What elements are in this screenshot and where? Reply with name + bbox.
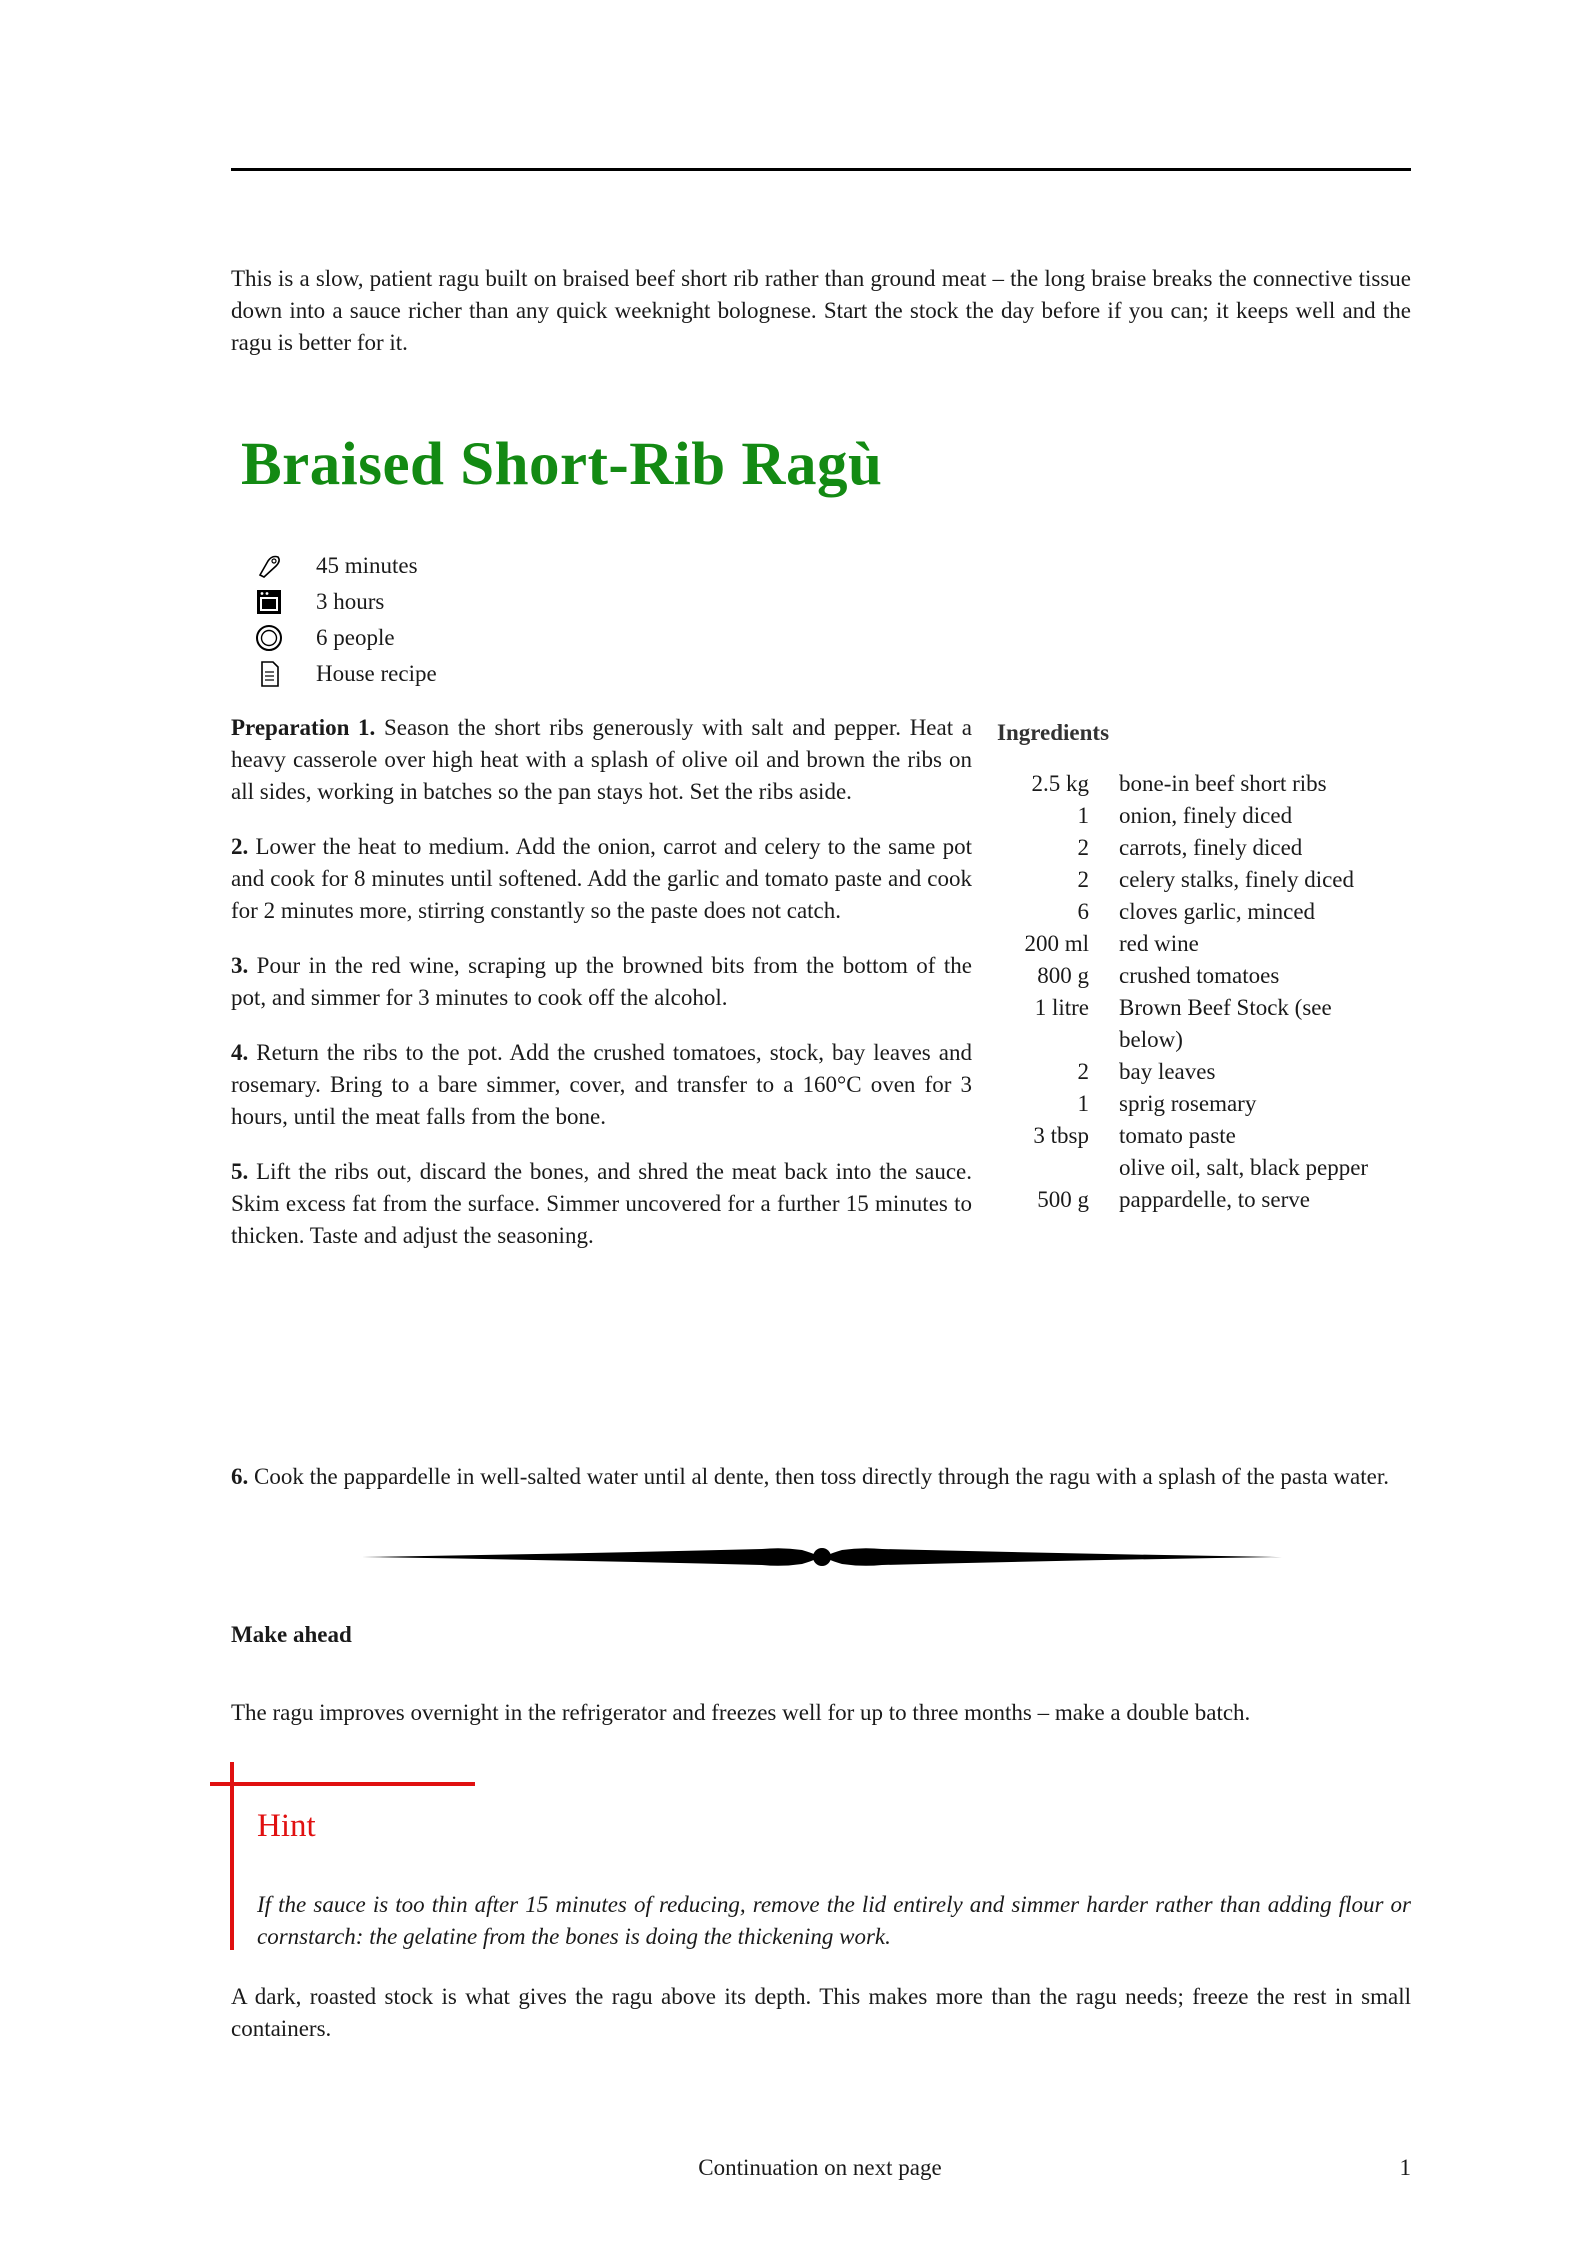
recipe-title: Braised Short-Rib Ragù	[241, 431, 883, 498]
ingredient-row	[997, 1088, 1411, 1120]
step-text: Return the ribs to the pot. Add the crushed tomatoes, stock, bay leaves and rosemary. Bring to a bare simmer, cover, and transfer to a 160°C oven for 3 hours, until the meat falls from the bone.	[231, 1040, 972, 1129]
prep-time-icon	[254, 551, 284, 581]
ingredient-name: pappardelle, to serve	[1119, 1187, 1310, 1212]
ingredient-name: tomato paste	[1119, 1123, 1236, 1148]
step-text: Cook the pappardelle in well-salted water until al dente, then toss directly through the ragu with a splash of the pasta water.	[248, 1464, 1389, 1489]
step-3	[231, 950, 972, 1014]
hint-top-rule	[210, 1782, 475, 1786]
step-1	[231, 712, 972, 808]
recipe-meta	[254, 548, 437, 692]
ingredients-heading: Ingredients	[997, 720, 1110, 745]
ingredient-row	[997, 1152, 1411, 1184]
ingredient-row	[997, 992, 1411, 1056]
ingredient-qty: 2	[1077, 867, 1089, 892]
document-icon	[254, 659, 284, 689]
step-text: Season the short ribs generously with salt and pepper. Heat a heavy casserole over high heat with a splash of olive oil and brown the ribs on all sides, working in batches so the pan stays hot. Set the ribs aside.	[231, 715, 972, 804]
ingredient-name: carrots, finely diced	[1119, 835, 1303, 860]
meta-prep-time	[254, 548, 437, 584]
step-number: 2.	[231, 834, 249, 859]
ingredient-qty: 1	[1077, 803, 1089, 828]
ingredient-row	[997, 960, 1411, 992]
ingredient-row	[997, 864, 1411, 896]
ingredient-qty	[997, 1152, 1089, 1184]
servings-text: 6 people	[316, 625, 395, 650]
ingredient-qty: 6	[1077, 899, 1089, 924]
step-number: 4.	[231, 1040, 249, 1065]
step-6	[231, 1461, 1411, 1493]
ingredient-qty: 3 tbsp	[1033, 1123, 1089, 1148]
ingredient-row	[997, 928, 1411, 960]
hint-title: Hint	[257, 1808, 316, 1844]
ingredient-name: sprig rosemary	[1119, 1091, 1257, 1116]
ingredient-name: olive oil, salt, black pepper	[1119, 1155, 1369, 1180]
make-ahead-text: The ragu improves overnight in the refrigerator and freezes well for up to three months – make a double batch.	[231, 1700, 1251, 1725]
ingredient-name: red wine	[1119, 931, 1199, 956]
hint-text: If the sauce is too thin after 15 minutes of reducing, remove the lid entirely and simmer harder rather than adding flour or cornstarch: the gelatine from the bones is doing the thickening work.	[257, 1892, 1411, 1949]
ingredient-qty: 2.5 kg	[1031, 771, 1089, 796]
ingredient-qty: 2	[1077, 1059, 1089, 1084]
source-text: House recipe	[316, 661, 437, 686]
stock-intro-text: A dark, roasted stock is what gives the ragu above its depth. This makes more than the ragu needs; freeze the rest in small containers.	[231, 1984, 1411, 2041]
ingredient-qty: 1	[1077, 1091, 1089, 1116]
prep-time-text: 45 minutes	[316, 553, 418, 578]
ingredient-row	[997, 800, 1411, 832]
continuation-note: Continuation on next page	[698, 2155, 942, 2180]
ingredient-qty: 1 litre	[1034, 995, 1089, 1020]
step-text: Lift the ribs out, discard the bones, and shred the meat back into the sauce. Skim excess fat from the surface. Simmer uncovered for a further 15 minutes to thicken. Taste and adjust the seasoning.	[231, 1159, 972, 1248]
cook-time-text: 3 hours	[316, 589, 385, 614]
ornament-divider	[362, 1540, 1282, 1574]
step-number: 3.	[231, 953, 249, 978]
ingredient-qty: 2	[1077, 835, 1089, 860]
ingredients-panel	[997, 720, 1411, 1216]
step-text: Pour in the red wine, scraping up the browned bits from the bottom of the pot, and simmer for 3 minutes to cook off the alcohol.	[231, 953, 972, 1010]
step-text: Lower the heat to medium. Add the onion, carrot and celery to the same pot and cook for 8 minutes until softened. Add the garlic and tomato paste and cook for 2 minutes more, stirring constantly so the paste does not catch.	[231, 834, 972, 923]
ingredient-name: Brown Beef Stock (see below)	[1119, 995, 1332, 1052]
ingredient-name: crushed tomatoes	[1119, 963, 1280, 988]
ingredient-name: onion, finely diced	[1119, 803, 1293, 828]
hint-side-rule	[230, 1762, 234, 1950]
ingredient-qty: 200 ml	[1024, 931, 1089, 956]
hint-box	[210, 1762, 1411, 1952]
ingredient-name: celery stalks, finely diced	[1119, 867, 1355, 892]
meta-servings	[254, 620, 437, 656]
ingredient-name: bay leaves	[1119, 1059, 1216, 1084]
ingredient-row	[997, 1184, 1411, 1216]
meta-source	[254, 656, 437, 692]
oven-icon	[254, 587, 284, 617]
ingredient-row	[997, 1120, 1411, 1152]
preparation-steps	[231, 712, 972, 1275]
step-number: 5.	[231, 1159, 249, 1184]
ingredient-name: bone-in beef short ribs	[1119, 771, 1327, 796]
ingredient-row	[997, 768, 1411, 800]
step-number: 6.	[231, 1464, 249, 1489]
plate-icon	[254, 623, 284, 653]
ingredient-qty: 800 g	[1037, 963, 1089, 988]
page-number: 1	[1399, 2155, 1411, 2180]
ingredient-name: cloves garlic, minced	[1119, 899, 1316, 924]
step-5	[231, 1156, 972, 1252]
step-2	[231, 831, 972, 927]
step-4	[231, 1037, 972, 1133]
intro-paragraph: This is a slow, patient ragu built on braised beef short rib rather than ground meat – the long braise breaks the connective tissue down into a sauce richer than any quick weeknight bolognese. Start the stock the day before if you can; it keeps well and the ragu is better for it.	[231, 266, 1411, 355]
step-number: Preparation 1.	[231, 715, 376, 740]
top-rule	[231, 168, 1411, 171]
ingredient-qty: 500 g	[1037, 1187, 1089, 1212]
make-ahead-heading: Make ahead	[231, 1622, 352, 1647]
meta-cook-time	[254, 584, 437, 620]
ingredient-row	[997, 896, 1411, 928]
ingredient-row	[997, 832, 1411, 864]
ingredient-row	[997, 1056, 1411, 1088]
